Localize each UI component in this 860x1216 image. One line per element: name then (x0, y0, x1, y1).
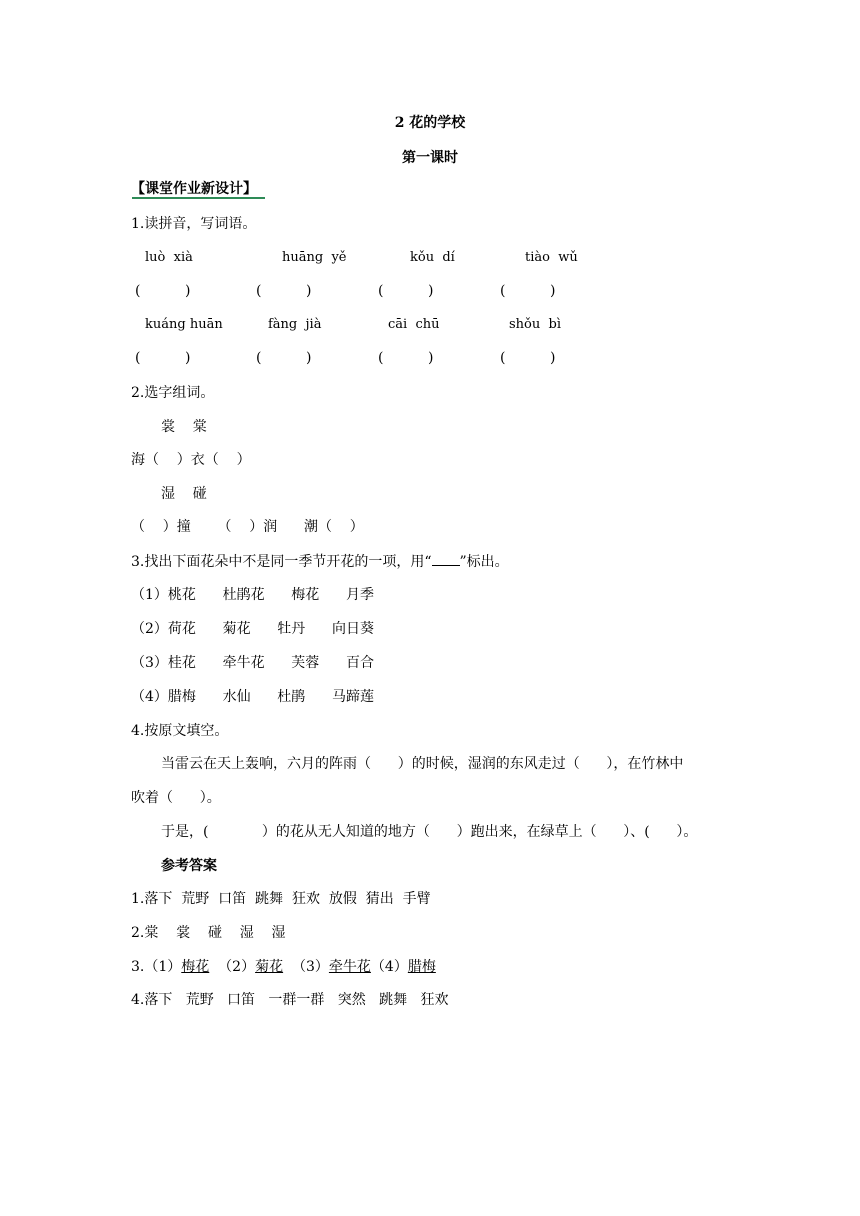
lesson-subtitle: 第一课时 (402, 150, 458, 166)
q3-item-4: （4）腊梅 水仙 杜鹃 马蹄莲 (131, 689, 375, 705)
answer-2: 2.棠 裳 碰 湿 湿 (131, 925, 286, 941)
answer-3-prefix-1: 3.（1） (131, 959, 182, 975)
answer-bracket: ( ) (378, 350, 434, 366)
q4-paragraph-1-line-2: 吹着（ ）。 (131, 790, 221, 806)
underline-blank (432, 553, 460, 566)
q3-item-2: （2）荷花 菊花 牡丹 向日葵 (131, 621, 375, 637)
page-title: 2 花的学校 (394, 115, 466, 131)
answer-4: 4.落下 荒野 口笛 一群一群 突然 跳舞 狂欢 (131, 992, 449, 1008)
pinyin-6: fàng jià (268, 317, 322, 332)
answer-bracket: ( ) (256, 283, 312, 299)
q3-prompt-before: 3.找出下面花朵中不是同一季节开花的一项，用“ (131, 554, 432, 570)
q2-char-pair-1: 裳 棠 (161, 419, 207, 435)
answer-3 (131, 958, 436, 976)
answer-bracket: ( ) (500, 283, 556, 299)
answer-3-underlined-2: 菊花 (255, 959, 284, 975)
q4-paragraph-1-line-1: 当雷云在天上轰响，六月的阵雨（ ）的时候，湿润的东风走过（ ），在竹林中 (161, 756, 684, 772)
answer-1: 1.落下 荒野 口笛 跳舞 狂欢 放假 猜出 手臂 (131, 891, 431, 907)
answer-3-underlined-1: 梅花 (181, 959, 210, 975)
q3-prompt (131, 553, 509, 571)
pinyin-2: huāng yě (282, 250, 347, 265)
q1-prompt: 1.读拼音，写词语。 (131, 216, 257, 232)
answer-3-underlined-4: 腊梅 (407, 959, 436, 975)
answer-3-prefix-3: （3） (292, 959, 329, 975)
answer-3-prefix-2: （2） (218, 959, 256, 975)
q4-paragraph-2: 于是，( ）的花从无人知道的地方（ ）跑出来，在绿草上（ ）、( ）。 (161, 824, 698, 840)
q2-line-2: （ ）撞 （ ）润 潮（ ） (131, 519, 364, 535)
pinyin-5: kuáng huān (145, 317, 223, 332)
pinyin-1: luò xià (145, 250, 193, 265)
pinyin-8: shǒu bì (509, 317, 561, 332)
q3-prompt-after: ”标出。 (459, 554, 509, 570)
pinyin-3: kǒu dí (410, 250, 455, 265)
q3-item-1: （1）桃花 杜鹃花 梅花 月季 (131, 587, 375, 603)
answer-bracket: ( ) (135, 350, 191, 366)
q2-line-1: 海（ ）衣（ ） (131, 452, 251, 468)
pinyin-4: tiào wǔ (525, 250, 578, 265)
q3-item-3: （3）桂花 牵牛花 芙蓉 百合 (131, 655, 375, 671)
answer-bracket: ( ) (500, 350, 556, 366)
pinyin-7: cāi chū (388, 317, 440, 332)
q2-char-pair-2: 湿 碰 (161, 486, 207, 502)
q2-prompt: 2.选字组词。 (131, 385, 215, 401)
answer-bracket: ( ) (135, 283, 191, 299)
section-heading-underline (132, 197, 265, 199)
answers-heading: 参考答案 (161, 858, 217, 874)
answer-3-underlined-3: 牵牛花 (328, 959, 371, 975)
answer-bracket: ( ) (378, 283, 434, 299)
q4-prompt: 4.按原文填空。 (131, 723, 229, 739)
answer-bracket: ( ) (256, 350, 312, 366)
answer-3-prefix-4: （4） (370, 959, 408, 975)
section-heading: 【课堂作业新设计】 (131, 181, 257, 197)
